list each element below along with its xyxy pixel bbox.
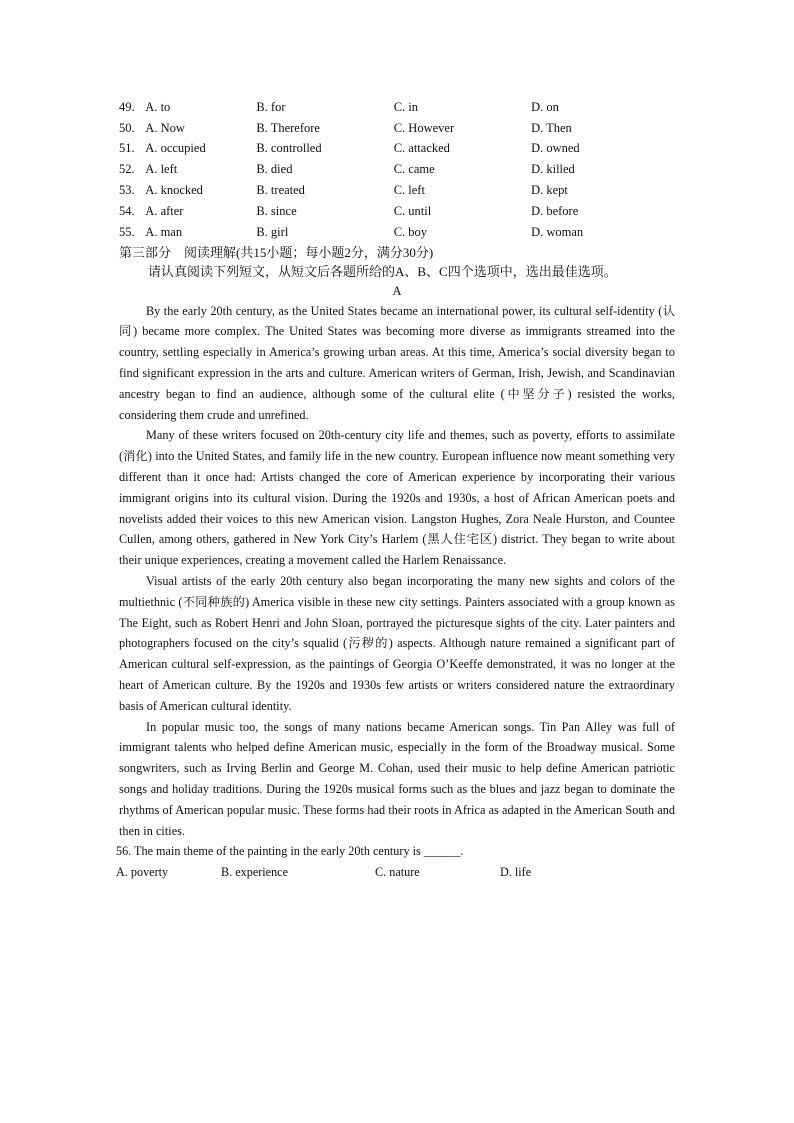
choice-d: D. before xyxy=(531,203,579,218)
choice-a: A. man xyxy=(145,224,183,239)
option-row xyxy=(119,139,609,160)
item-number: 55. xyxy=(119,224,135,239)
passage-label: A xyxy=(392,283,402,298)
passage-paragraph: By the early 20th century, as the United States became an international power, its cultural self-identity (认同) became more complex. The United States was becoming more diverse as immigrants streamed into the country, settling especially in America’s growing urban areas. At this time, America’s social diversity began to find significant expression in the arts and culture. American writers of German, Irish, Jewish, and Scandinavian ancestry began to find an audience, although some of the cultural elite (中坚分子) resisted the works, considering them crude and unrefined. xyxy=(119,303,675,422)
choice-c: C. boy xyxy=(393,224,428,239)
choice-d: D. kept xyxy=(531,183,568,198)
option-row xyxy=(119,222,609,243)
choice-c: C. came xyxy=(393,162,435,177)
item-number: 51. xyxy=(119,141,135,156)
choice-b: B. treated xyxy=(256,183,305,198)
item-number: 52. xyxy=(119,162,135,177)
choice-a: A. to xyxy=(145,99,171,114)
choice-c: C. left xyxy=(393,183,425,198)
option-row xyxy=(119,159,609,180)
answer-choice-b: B. experience xyxy=(221,865,288,880)
choice-d: D. on xyxy=(531,99,559,114)
choice-a: A. occupied xyxy=(145,141,206,156)
item-number: 49. xyxy=(119,99,135,114)
choice-c: C. in xyxy=(393,99,419,114)
question-stem: 56. The main theme of the painting in the early 20th century is ______. xyxy=(116,844,464,859)
choice-a: A. left xyxy=(145,162,178,177)
choice-c: C. until xyxy=(393,203,432,218)
passage-paragraph: Visual artists of the early 20th century also began incorporating the many new sights and colors of the multiethnic (不同种族的) America visible in these new city settings. Painters associated with a group known as The Eight, such as Robert Henri and John Sloan, portrayed the picturesque sights of the city. Later painters and photographers focused on the city’s squalid (污秽的) aspects. Although nature remained a significant part of American cultural self-expression, as the paintings of Georgia O’Keeffe demonstrated, it was no longer at the heart of American culture. By the 1920s and 1930s few artists or writers considered nature the extraordinary basis of American cultural identity. xyxy=(119,573,675,713)
choice-d: D. owned xyxy=(531,141,580,156)
choice-c: C. However xyxy=(393,120,455,135)
choice-d: D. killed xyxy=(531,162,575,177)
option-row xyxy=(119,118,609,139)
option-row xyxy=(119,201,609,222)
choice-b: B. controlled xyxy=(256,141,322,156)
choice-b: B. for xyxy=(256,99,286,114)
choice-a: A. knocked xyxy=(145,183,203,198)
choice-b: B. girl xyxy=(256,224,289,239)
item-number: 50. xyxy=(119,120,135,135)
choice-a: A. after xyxy=(145,203,184,218)
section-title: 第三部分 阅读理解(共15小题；每小题2分，满分30分) xyxy=(119,244,434,260)
option-row xyxy=(119,97,609,118)
item-number: 53. xyxy=(119,183,135,198)
exam-page xyxy=(116,97,675,883)
item-number: 54. xyxy=(119,203,135,218)
section-instruction: 请认真阅读下列短文，从短文后各题所给的A、B、C四个选项中，选出最佳选项。 xyxy=(148,263,617,279)
option-row xyxy=(119,180,609,201)
choice-a: A. Now xyxy=(145,120,185,135)
choice-d: D. Then xyxy=(531,120,572,135)
answer-choice-d: D. life xyxy=(500,865,532,880)
answer-choice-a: A. poverty xyxy=(116,865,169,880)
choice-b: B. Therefore xyxy=(256,120,320,135)
options-table xyxy=(119,97,609,243)
choice-b: B. since xyxy=(256,203,297,218)
choice-b: B. died xyxy=(256,162,293,177)
choice-c: C. attacked xyxy=(393,141,450,156)
passage-paragraph: Many of these writers focused on 20th-century city life and themes, such as poverty, efforts to assimilate (消化) into the United States, and family life in the new country. European influence now meant something very different than it once had: Artists changed the core of American experience by incorporating their various immigrant origins into its cultural vision. During the 1920s and 1930s, a host of African American poets and novelists added their voices to this new American vision. Langston Hughes, Zora Neale Hurston, and Countee Cullen, among others, gathered in New York City’s Harlem (黑人住宅区) district. They began to write about their unique experiences, creating a movement called the Harlem Renaissance. xyxy=(119,428,675,568)
answer-choice-c: C. nature xyxy=(375,865,420,880)
question-choices xyxy=(116,862,675,883)
passage-paragraph: In popular music too, the songs of many nations became American songs. Tin Pan Alley was full of immigrant talents who helped define American music, especially in the form of the Broadway musical. Some songwriters, such as Irving Berlin and George M. Cohan, used their music to help define American patriotic songs and holiday traditions. During the 1920s musical forms such as the blues and jazz began to dominate the rhythms of American popular music. These forms had their roots in Africa as adapted in the American South and then in cities. xyxy=(119,719,675,838)
choice-d: D. woman xyxy=(531,224,584,239)
